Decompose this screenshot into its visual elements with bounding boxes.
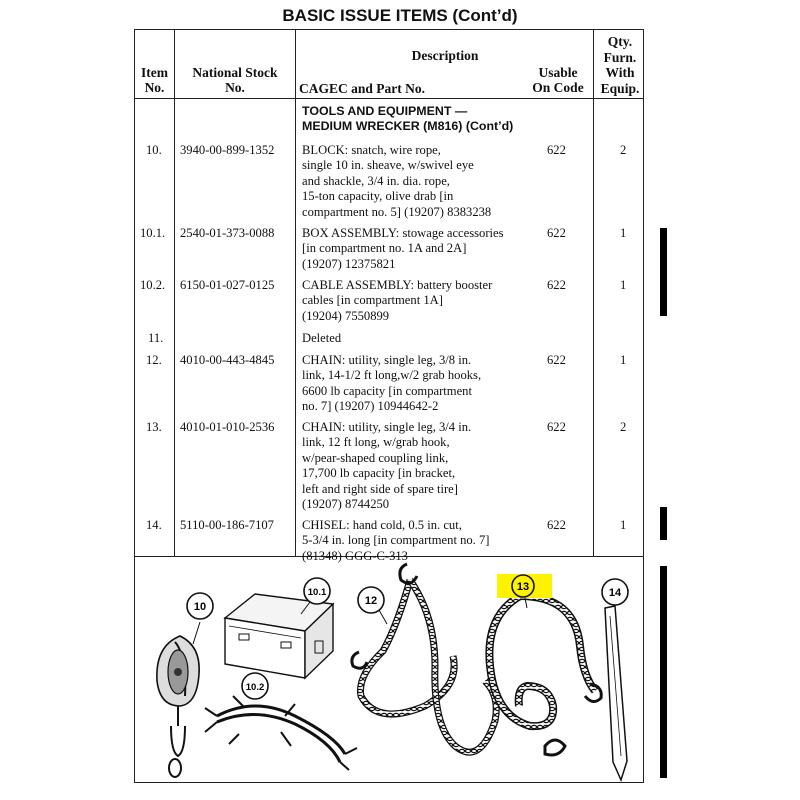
change-bar — [660, 566, 667, 778]
item-number: 14. — [146, 518, 162, 532]
item-number: 13. — [146, 420, 162, 434]
header-item-no: Item No. — [141, 65, 168, 95]
item-number: 11. — [148, 331, 164, 345]
svg-text:13: 13 — [516, 581, 530, 593]
quantity: 1 — [620, 353, 627, 367]
header-cagec: CAGEC and Part No. — [299, 81, 426, 96]
usable-on-code: 622 — [547, 420, 566, 434]
callout-10-2 — [242, 673, 268, 699]
cold-chisel-drawing — [605, 606, 627, 780]
item-description: CHAIN: utility, single leg, 3/4 in. link, 12 ft long, w/grab hook, w/pear-shaped coupling link, 17,700 lb capacity [in bracket, left and right side of spare tire] (19207) 8744250 — [302, 420, 472, 512]
column-divider — [174, 30, 175, 557]
usable-on-code: 622 — [547, 518, 566, 532]
item-number: 10.1. — [140, 226, 166, 240]
quantity: 1 — [620, 278, 627, 292]
stock-number: 5110-00-186-7107 — [180, 518, 274, 532]
svg-text:10.2: 10.2 — [245, 682, 265, 693]
item-description: BLOCK: snatch, wire rope, single 10 in. sheave, w/swivel eye and shackle, 3/4 in. dia. rope, 15-ton capacity, olive drab [in compartment no. 5] (19207) 8383238 — [302, 143, 492, 219]
header-description: Description — [411, 48, 479, 63]
stock-number: 2540-01-373-0088 — [180, 226, 275, 240]
item-description: CHISEL: hand cold, 0.5 in. cut, 5-3/4 in. long [in compartment no. 7] (81348) GGG-C-313 — [302, 518, 490, 563]
item-description: CHAIN: utility, single leg, 3/8 in. link, 14-1/2 ft long,w/2 grab hooks, 6600 lb capacity [in compartment no. 7] (19207) 10944642-2 — [302, 353, 482, 414]
change-bar — [660, 228, 667, 316]
svg-text:10.1: 10.1 — [307, 587, 327, 598]
header-rule — [135, 98, 643, 99]
quantity: 2 — [620, 143, 627, 157]
snatch-block-drawing — [157, 622, 200, 777]
item-description: CABLE ASSEMBLY: battery booster cables [in compartment 1A] (19204) 7550899 — [302, 278, 493, 323]
svg-text:10: 10 — [193, 601, 207, 613]
svg-text:12: 12 — [364, 595, 378, 607]
callout-10 — [187, 593, 213, 619]
header-nsn: National Stock No. — [192, 65, 278, 95]
quantity: 1 — [620, 226, 627, 240]
svg-text:14: 14 — [608, 587, 622, 599]
stowage-box-drawing — [225, 594, 333, 678]
section-heading: TOOLS AND EQUIPMENT — MEDIUM WRECKER (M816) (Cont’d) — [302, 104, 514, 133]
usable-on-code: 622 — [547, 353, 566, 367]
stock-number: 4010-01-010-2536 — [180, 420, 275, 434]
header-usable-on-code: Usable On Code — [532, 65, 584, 95]
column-divider — [593, 30, 594, 557]
stock-number: 6150-01-027-0125 — [180, 278, 275, 292]
item-description: BOX ASSEMBLY: stowage accessories [in compartment no. 1A and 2A] (19207) 12375821 — [302, 226, 504, 271]
stock-number: 4010-00-443-4845 — [180, 353, 275, 367]
usable-on-code: 622 — [547, 226, 566, 240]
quantity: 1 — [620, 518, 627, 532]
usable-on-code: 622 — [547, 278, 566, 292]
callout-14 — [602, 579, 628, 605]
callout-12 — [358, 587, 387, 624]
item-number: 10. — [146, 143, 162, 157]
column-divider — [295, 30, 296, 557]
booster-cables-drawing — [205, 696, 357, 770]
item-number: 10.2. — [140, 278, 166, 292]
equipment-illustration — [135, 556, 643, 782]
quantity: 2 — [620, 420, 627, 434]
item-description: Deleted — [302, 331, 342, 345]
item-number: 12. — [146, 353, 162, 367]
page-title: BASIC ISSUE ITEMS (Cont’d) — [282, 6, 518, 25]
change-bar — [660, 507, 667, 540]
usable-on-code: 622 — [547, 143, 566, 157]
utility-chain-13-drawing — [489, 596, 601, 755]
header-qty: Qty. Furn. With Equip. — [600, 34, 640, 96]
stock-number: 3940-00-899-1352 — [180, 143, 275, 157]
